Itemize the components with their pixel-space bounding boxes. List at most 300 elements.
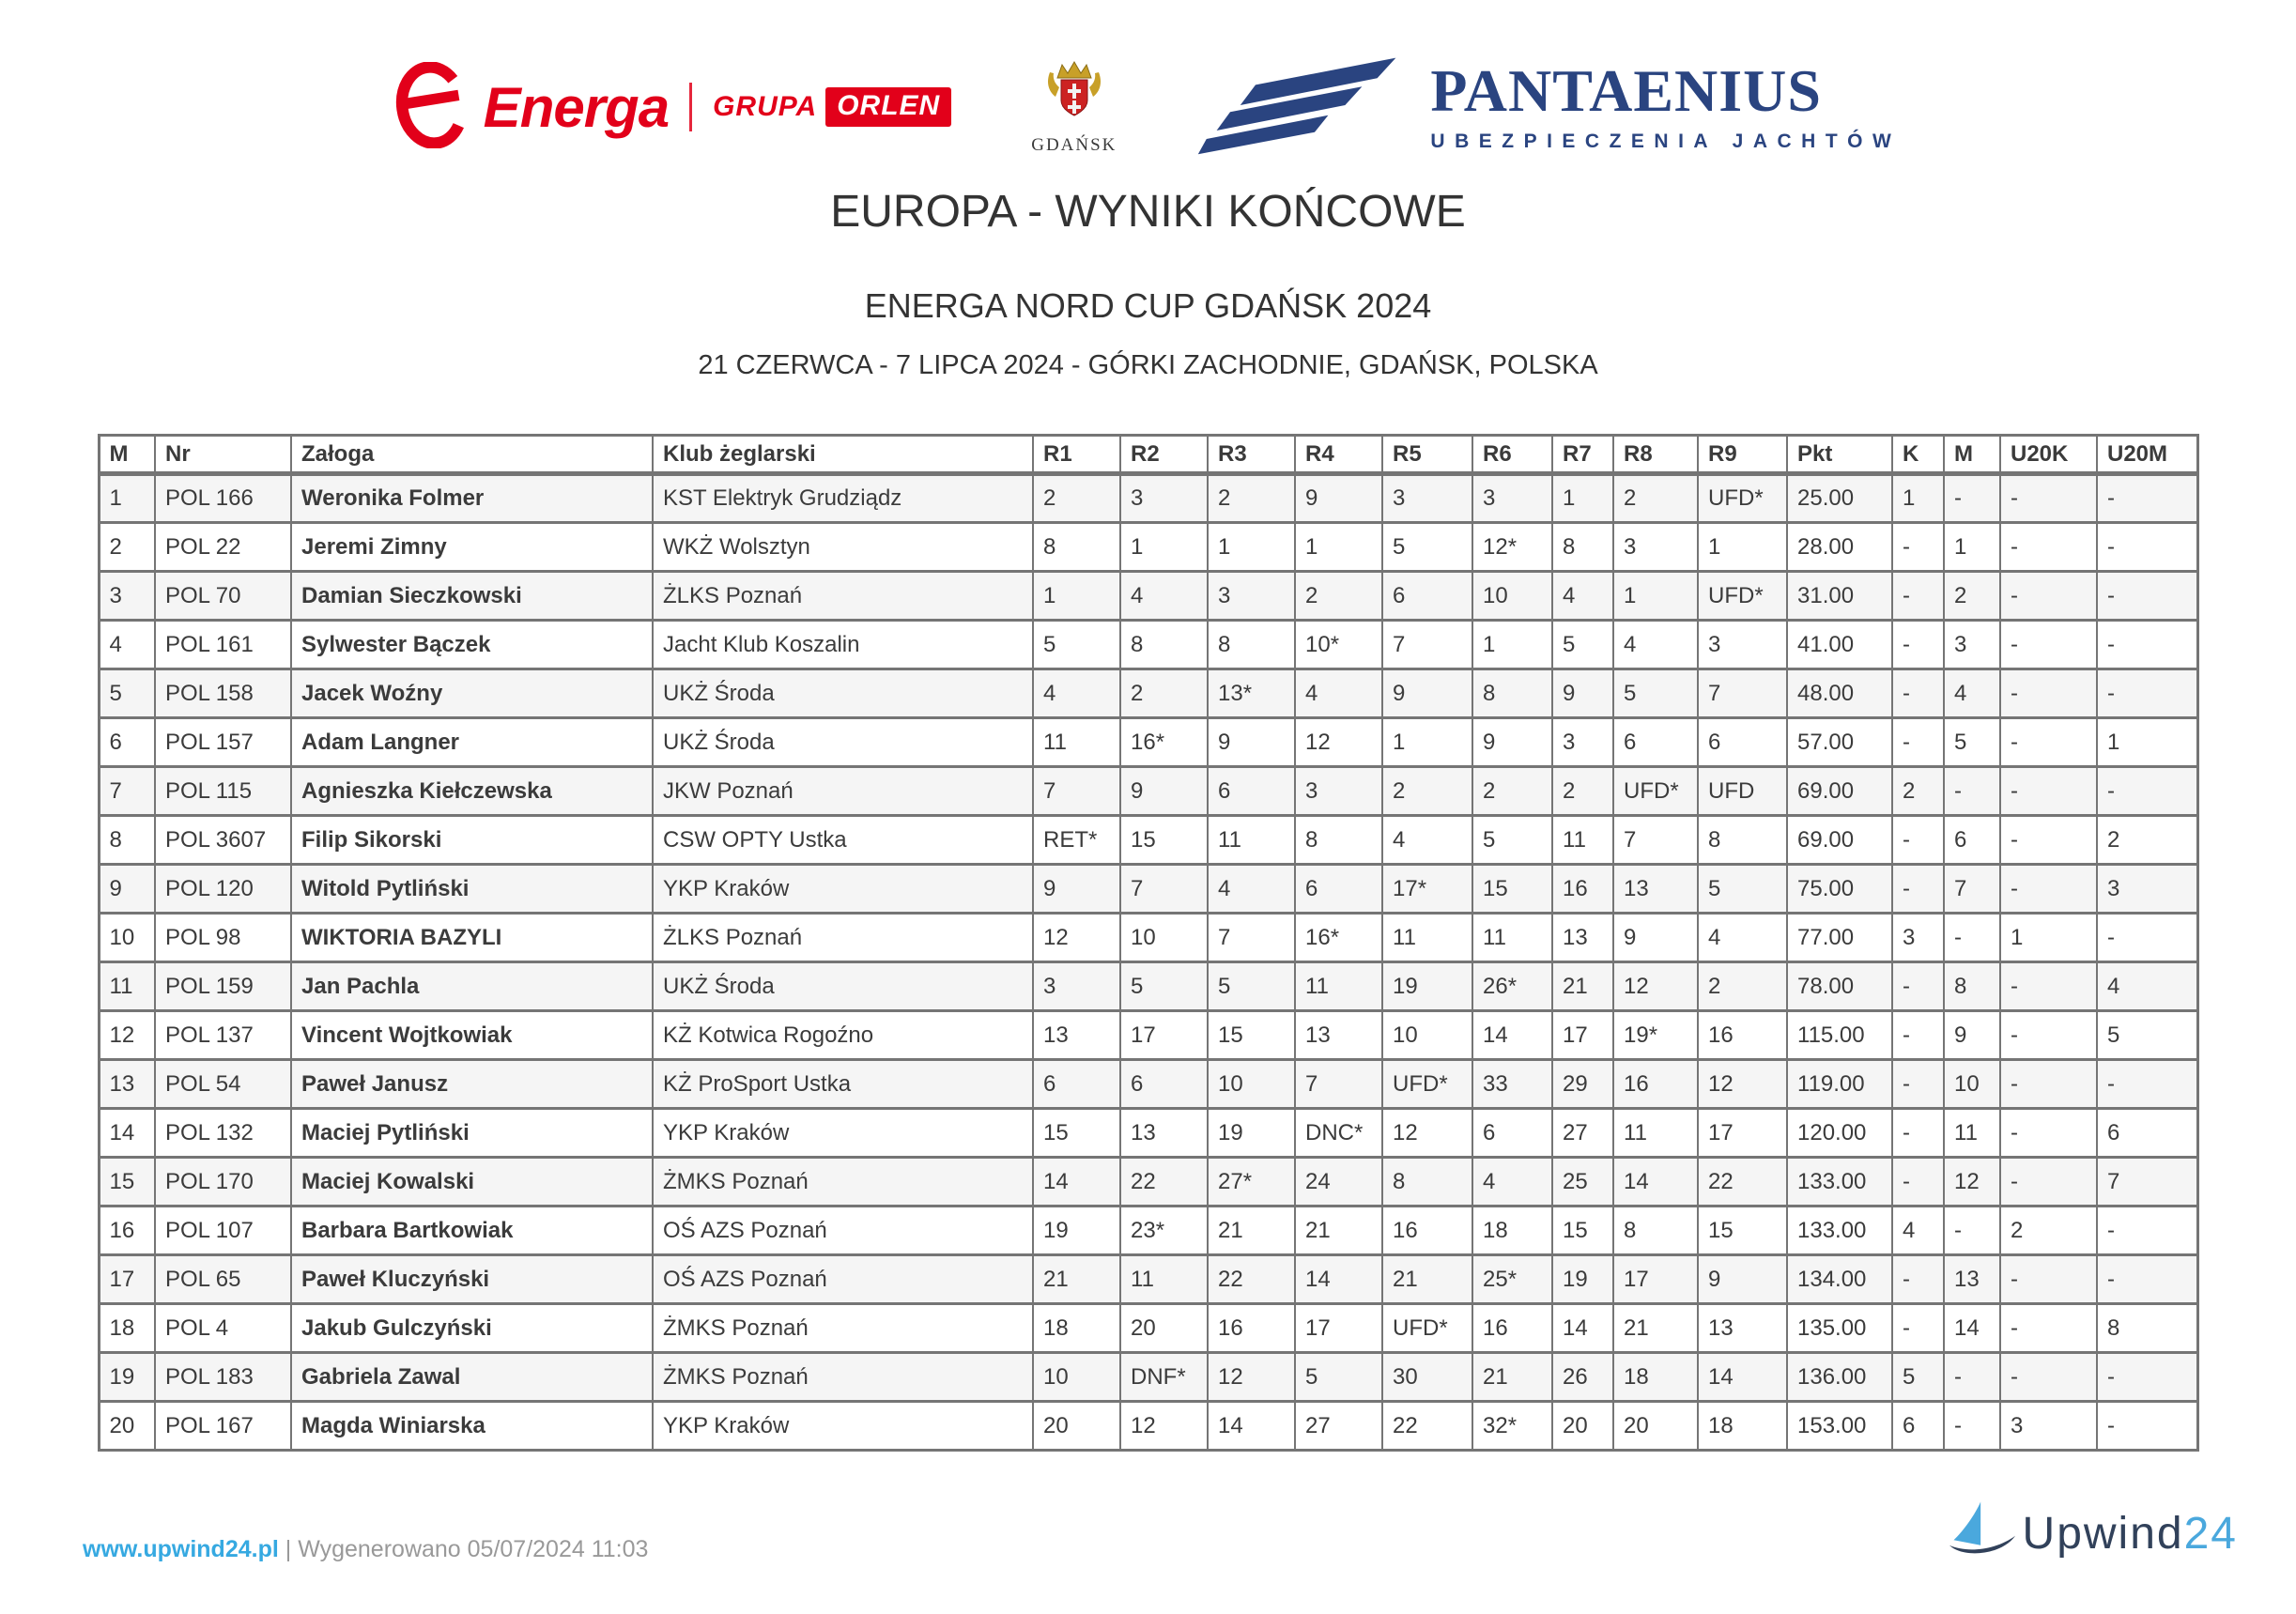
table-cell: 4 <box>1120 572 1208 621</box>
table-cell: 22 <box>1382 1402 1472 1451</box>
table-row <box>99 1255 2197 1304</box>
energa-wordmark: Energa <box>483 75 670 139</box>
table-cell: 7 <box>1382 621 1472 669</box>
table-cell: 22 <box>1698 1158 1787 1207</box>
table-row <box>99 621 2197 669</box>
pantaenius-logo <box>1196 54 1901 161</box>
table-cell: 9 <box>1120 767 1208 816</box>
table-cell: 7 <box>1208 914 1295 962</box>
table-cell: 15 <box>1208 1011 1295 1060</box>
table-cell: Damian Sieczkowski <box>291 572 653 621</box>
table-cell: 15 <box>1120 816 1208 865</box>
table-cell: 4 <box>99 621 155 669</box>
table-cell: 9 <box>1613 914 1698 962</box>
table-cell: 8 <box>99 816 155 865</box>
gdansk-crest-icon <box>1044 59 1104 131</box>
table-cell: 18 <box>1698 1402 1787 1451</box>
table-cell: POL 158 <box>155 669 291 718</box>
table-row <box>99 767 2197 816</box>
table-cell: 4 <box>1552 572 1613 621</box>
table-cell: UFD* <box>1698 572 1787 621</box>
table-cell: 14 <box>1472 1011 1552 1060</box>
grupa-label: GRUPA <box>713 91 818 122</box>
pantaenius-tagline: UBEZPIECZENIA JACHTÓW <box>1430 131 1902 152</box>
table-cell: 7 <box>99 767 155 816</box>
table-cell: 11 <box>99 962 155 1011</box>
table-cell: - <box>2000 621 2097 669</box>
table-cell: POL 159 <box>155 962 291 1011</box>
table-cell: 5 <box>1944 718 2000 767</box>
table-cell: 5 <box>1613 669 1698 718</box>
column-header-6: R3 <box>1208 436 1295 474</box>
table-cell: 12 <box>1382 1109 1472 1158</box>
table-cell: ŻMKS Poznań <box>653 1353 1033 1402</box>
table-cell: 13 <box>1698 1304 1787 1353</box>
upwind-sail-icon <box>1948 1500 2017 1567</box>
table-cell: 26 <box>1552 1353 1613 1402</box>
table-cell: - <box>1892 1158 1944 1207</box>
table-cell: 22 <box>1208 1255 1295 1304</box>
gdansk-city-label: GDAŃSK <box>1031 134 1117 155</box>
table-cell: 10 <box>1944 1060 2000 1109</box>
table-cell: 57.00 <box>1787 718 1892 767</box>
results-table-body <box>99 474 2197 1451</box>
table-cell: 6 <box>99 718 155 767</box>
table-cell: - <box>2000 669 2097 718</box>
table-cell: 10 <box>1208 1060 1295 1109</box>
table-cell: 19* <box>1613 1011 1698 1060</box>
footer-info <box>83 1536 648 1563</box>
table-cell: 18 <box>99 1304 155 1353</box>
table-row <box>99 474 2197 523</box>
table-cell: 115.00 <box>1787 1011 1892 1060</box>
table-row <box>99 1158 2197 1207</box>
table-cell: 8 <box>1472 669 1552 718</box>
table-cell: - <box>2000 1109 2097 1158</box>
table-cell: YKP Kraków <box>653 1109 1033 1158</box>
table-cell: - <box>1892 1060 1944 1109</box>
table-cell: JKW Poznań <box>653 767 1033 816</box>
table-row <box>99 1011 2197 1060</box>
upwind-wordmark: Upwind <box>2022 1509 2184 1559</box>
energa-logo <box>395 62 952 153</box>
table-cell: 1 <box>1120 523 1208 572</box>
table-cell: 6 <box>1613 718 1698 767</box>
table-cell: 14 <box>1295 1255 1382 1304</box>
table-cell: 2 <box>1698 962 1787 1011</box>
table-cell: CSW OPTY Ustka <box>653 816 1033 865</box>
table-cell: 25 <box>1552 1158 1613 1207</box>
table-cell: - <box>1892 1304 1944 1353</box>
table-cell: 2 <box>1295 572 1382 621</box>
column-header-15: M <box>1944 436 2000 474</box>
table-cell: YKP Kraków <box>653 865 1033 914</box>
column-header-8: R5 <box>1382 436 1472 474</box>
table-cell: 19 <box>1208 1109 1295 1158</box>
column-header-14: K <box>1892 436 1944 474</box>
table-row <box>99 1060 2197 1109</box>
table-row <box>99 1402 2197 1451</box>
table-cell: - <box>2000 865 2097 914</box>
table-cell: 21 <box>1208 1207 1295 1255</box>
table-cell: 12 <box>1208 1353 1295 1402</box>
table-cell: 8 <box>1698 816 1787 865</box>
table-cell: Paweł Kluczyński <box>291 1255 653 1304</box>
table-cell: - <box>2000 1011 2097 1060</box>
table-cell: 4 <box>1613 621 1698 669</box>
table-cell: 32* <box>1472 1402 1552 1451</box>
table-cell: - <box>1892 523 1944 572</box>
energa-divider <box>689 83 692 131</box>
table-cell: OŚ AZS Poznań <box>653 1207 1033 1255</box>
table-cell: Maciej Pytliński <box>291 1109 653 1158</box>
table-cell: DNF* <box>1120 1353 1208 1402</box>
table-cell: 8 <box>1033 523 1120 572</box>
table-cell: 21 <box>1382 1255 1472 1304</box>
table-cell: 11 <box>1944 1109 2000 1158</box>
table-cell: 9 <box>1472 718 1552 767</box>
table-cell: 27* <box>1208 1158 1295 1207</box>
table-cell: 12 <box>1613 962 1698 1011</box>
table-row <box>99 1109 2197 1158</box>
table-cell: 12 <box>99 1011 155 1060</box>
event-date-location: 21 CZERWCA - 7 LIPCA 2024 - GÓRKI ZACHODNIE, GDAŃSK, POLSKA <box>698 350 1598 380</box>
table-cell: 17 <box>1120 1011 1208 1060</box>
table-cell: 13 <box>1295 1011 1382 1060</box>
table-cell: POL 70 <box>155 572 291 621</box>
column-header-3: Klub żeglarski <box>653 436 1033 474</box>
table-cell: 1 <box>1944 523 2000 572</box>
table-cell: 48.00 <box>1787 669 1892 718</box>
header-row <box>99 436 2197 474</box>
table-cell: 7 <box>1295 1060 1382 1109</box>
table-cell: POL 4 <box>155 1304 291 1353</box>
table-cell: 2 <box>1944 572 2000 621</box>
upwind-wordmark-suffix: 24 <box>2183 1509 2238 1559</box>
table-cell: 4 <box>1033 669 1120 718</box>
table-cell: 4 <box>1295 669 1382 718</box>
table-cell: UKŻ Środa <box>653 962 1033 1011</box>
table-cell: UFD* <box>1382 1060 1472 1109</box>
table-cell: 13 <box>1552 914 1613 962</box>
table-cell: 26* <box>1472 962 1552 1011</box>
table-cell: 9 <box>99 865 155 914</box>
table-cell: 2 <box>2000 1207 2097 1255</box>
table-cell: 16 <box>1472 1304 1552 1353</box>
table-cell: Jacht Klub Koszalin <box>653 621 1033 669</box>
table-cell: 10 <box>1120 914 1208 962</box>
table-cell: 22 <box>1120 1158 1208 1207</box>
table-cell: - <box>1892 718 1944 767</box>
table-cell: 1 <box>1033 572 1120 621</box>
table-cell: 6 <box>1698 718 1787 767</box>
table-cell: 30 <box>1382 1353 1472 1402</box>
upwind24-logo <box>1948 1500 2238 1567</box>
table-cell: 20 <box>1552 1402 1613 1451</box>
table-cell: 5 <box>1892 1353 1944 1402</box>
column-header-16: U20K <box>2000 436 2097 474</box>
table-cell: 1 <box>1552 474 1613 523</box>
table-cell: 1 <box>1295 523 1382 572</box>
table-cell: 8 <box>1944 962 2000 1011</box>
table-cell: UFD* <box>1613 767 1698 816</box>
table-cell: 5 <box>1552 621 1613 669</box>
column-header-17: U20M <box>2097 436 2197 474</box>
table-cell: 18 <box>1472 1207 1552 1255</box>
generated-timestamp: Wygenerowano 05/07/2024 11:03 <box>298 1536 649 1562</box>
table-cell: 31.00 <box>1787 572 1892 621</box>
table-cell: 9 <box>1698 1255 1787 1304</box>
table-cell: 3 <box>2000 1402 2097 1451</box>
table-cell: 21 <box>1613 1304 1698 1353</box>
table-cell: 2 <box>1472 767 1552 816</box>
table-cell: - <box>2000 718 2097 767</box>
table-cell: Jacek Woźny <box>291 669 653 718</box>
table-row <box>99 572 2197 621</box>
table-cell: 4 <box>1944 669 2000 718</box>
table-cell: ŻLKS Poznań <box>653 914 1033 962</box>
table-cell: 3 <box>1552 718 1613 767</box>
table-cell: 9 <box>1382 669 1472 718</box>
table-cell: ŻMKS Poznań <box>653 1158 1033 1207</box>
table-cell: 17 <box>1295 1304 1382 1353</box>
table-cell: 10 <box>1382 1011 1472 1060</box>
table-cell: Barbara Bartkowiak <box>291 1207 653 1255</box>
table-cell: 6 <box>1295 865 1382 914</box>
table-cell: 27 <box>1295 1402 1382 1451</box>
table-cell: - <box>1944 914 2000 962</box>
table-cell: 17 <box>1698 1109 1787 1158</box>
results-table-head <box>99 436 2197 474</box>
table-cell: 2 <box>1552 767 1613 816</box>
table-cell: 4 <box>1892 1207 1944 1255</box>
table-cell: 1 <box>1892 474 1944 523</box>
table-cell: 8 <box>1552 523 1613 572</box>
table-cell: - <box>2097 572 2197 621</box>
table-cell: - <box>1944 474 2000 523</box>
table-cell: 4 <box>1208 865 1295 914</box>
table-cell: - <box>2097 1255 2197 1304</box>
table-cell: 77.00 <box>1787 914 1892 962</box>
table-cell: OŚ AZS Poznań <box>653 1255 1033 1304</box>
table-cell: 14 <box>1613 1158 1698 1207</box>
table-cell: - <box>2097 1207 2197 1255</box>
table-cell: UFD* <box>1382 1304 1472 1353</box>
table-cell: - <box>2097 1402 2197 1451</box>
table-cell: 15 <box>1552 1207 1613 1255</box>
table-cell: - <box>2000 962 2097 1011</box>
table-cell: 13* <box>1208 669 1295 718</box>
table-cell: 18 <box>1613 1353 1698 1402</box>
table-cell: - <box>2000 523 2097 572</box>
table-cell: 3 <box>1613 523 1698 572</box>
table-cell: 69.00 <box>1787 767 1892 816</box>
gdansk-crest-logo <box>1031 59 1117 156</box>
table-cell: POL 167 <box>155 1402 291 1451</box>
table-cell: 10 <box>1472 572 1552 621</box>
table-cell: WKŻ Wolsztyn <box>653 523 1033 572</box>
table-cell: 17 <box>1613 1255 1698 1304</box>
table-cell: 1 <box>1208 523 1295 572</box>
table-cell: - <box>2097 669 2197 718</box>
table-cell: POL 183 <box>155 1353 291 1402</box>
table-cell: 3 <box>1033 962 1120 1011</box>
table-row <box>99 962 2197 1011</box>
table-cell: Vincent Wojtkowiak <box>291 1011 653 1060</box>
table-cell: 6 <box>1208 767 1295 816</box>
table-cell: - <box>2000 767 2097 816</box>
table-cell: 8 <box>1120 621 1208 669</box>
column-header-13: Pkt <box>1787 436 1892 474</box>
table-cell: 21 <box>1552 962 1613 1011</box>
table-cell: 13 <box>99 1060 155 1109</box>
table-cell: 11 <box>1208 816 1295 865</box>
table-cell: - <box>2000 816 2097 865</box>
table-cell: 10 <box>1033 1353 1120 1402</box>
table-cell: 136.00 <box>1787 1353 1892 1402</box>
table-cell: 1 <box>2097 718 2197 767</box>
table-cell: 133.00 <box>1787 1207 1892 1255</box>
table-cell: Paweł Janusz <box>291 1060 653 1109</box>
table-cell: 4 <box>2097 962 2197 1011</box>
table-cell: 3 <box>1208 572 1295 621</box>
table-cell: 2 <box>1033 474 1120 523</box>
table-cell: 69.00 <box>1787 816 1892 865</box>
table-row <box>99 718 2197 767</box>
table-cell: 6 <box>2097 1109 2197 1158</box>
column-header-0: M <box>99 436 155 474</box>
table-cell: 11 <box>1552 816 1613 865</box>
table-cell: 11 <box>1472 914 1552 962</box>
table-cell: - <box>1892 1255 1944 1304</box>
table-cell: 6 <box>1944 816 2000 865</box>
table-cell: - <box>2097 1060 2197 1109</box>
table-cell: 14 <box>1944 1304 2000 1353</box>
table-cell: ŻLKS Poznań <box>653 572 1033 621</box>
table-cell: Adam Langner <box>291 718 653 767</box>
table-cell: - <box>2097 523 2197 572</box>
table-cell: 16 <box>1382 1207 1472 1255</box>
table-row <box>99 914 2197 962</box>
table-cell: POL 120 <box>155 865 291 914</box>
table-cell: ŻMKS Poznań <box>653 1304 1033 1353</box>
table-cell: 3 <box>1382 474 1472 523</box>
table-cell: UKŻ Środa <box>653 718 1033 767</box>
table-cell: 133.00 <box>1787 1158 1892 1207</box>
pantaenius-sail-icon <box>1196 54 1408 161</box>
table-cell: 78.00 <box>1787 962 1892 1011</box>
column-header-4: R1 <box>1033 436 1120 474</box>
column-header-2: Załoga <box>291 436 653 474</box>
table-cell: 12 <box>1944 1158 2000 1207</box>
table-cell: 19 <box>1382 962 1472 1011</box>
table-cell: 1 <box>1472 621 1552 669</box>
table-cell: 5 <box>1472 816 1552 865</box>
table-cell: Jakub Gulczyński <box>291 1304 653 1353</box>
table-row <box>99 1353 2197 1402</box>
table-cell: 7 <box>1120 865 1208 914</box>
table-cell: 17 <box>99 1255 155 1304</box>
table-cell: - <box>1892 962 1944 1011</box>
table-cell: 5 <box>99 669 155 718</box>
table-cell: 21 <box>1295 1207 1382 1255</box>
table-cell: 1 <box>1698 523 1787 572</box>
table-cell: 7 <box>1698 669 1787 718</box>
table-cell: 1 <box>2000 914 2097 962</box>
table-cell: POL 161 <box>155 621 291 669</box>
table-cell: UFD* <box>1698 474 1787 523</box>
table-cell: YKP Kraków <box>653 1402 1033 1451</box>
table-cell: RET* <box>1033 816 1120 865</box>
table-cell: 3 <box>2097 865 2197 914</box>
table-cell: - <box>1892 669 1944 718</box>
column-header-5: R2 <box>1120 436 1208 474</box>
table-cell: 6 <box>1033 1060 1120 1109</box>
table-cell: 16 <box>1698 1011 1787 1060</box>
table-cell: 8 <box>2097 1304 2197 1353</box>
sponsor-logo-row <box>0 0 2296 169</box>
table-cell: Jan Pachla <box>291 962 653 1011</box>
footer-separator: | <box>285 1536 292 1562</box>
table-cell: UFD <box>1698 767 1787 816</box>
table-cell: 9 <box>1033 865 1120 914</box>
table-cell: 11 <box>1382 914 1472 962</box>
column-header-9: R6 <box>1472 436 1552 474</box>
column-header-1: Nr <box>155 436 291 474</box>
table-cell: 6 <box>1120 1060 1208 1109</box>
table-cell: 16* <box>1295 914 1382 962</box>
column-header-10: R7 <box>1552 436 1613 474</box>
table-cell: - <box>2097 474 2197 523</box>
table-cell: KŻ Kotwica Rogoźno <box>653 1011 1033 1060</box>
table-cell: 5 <box>1033 621 1120 669</box>
table-cell: - <box>1892 572 1944 621</box>
table-cell: 11 <box>1295 962 1382 1011</box>
table-cell: - <box>2097 1353 2197 1402</box>
table-cell: 18 <box>1033 1304 1120 1353</box>
table-cell: - <box>2000 1304 2097 1353</box>
table-cell: POL 170 <box>155 1158 291 1207</box>
table-cell: 3 <box>1295 767 1382 816</box>
table-cell: 5 <box>1698 865 1787 914</box>
table-row <box>99 523 2197 572</box>
table-cell: 2 <box>1382 767 1472 816</box>
orlen-badge: ORLEN <box>825 87 951 127</box>
table-cell: 8 <box>1208 621 1295 669</box>
table-row <box>99 1304 2197 1353</box>
table-cell: 7 <box>1033 767 1120 816</box>
table-cell: 41.00 <box>1787 621 1892 669</box>
table-cell: 153.00 <box>1787 1402 1892 1451</box>
table-cell: - <box>2000 1158 2097 1207</box>
table-cell: 1 <box>1382 718 1472 767</box>
table-cell: 3 <box>1472 474 1552 523</box>
table-cell: KST Elektryk Grudziądz <box>653 474 1033 523</box>
table-cell: Filip Sikorski <box>291 816 653 865</box>
table-cell: 15 <box>1033 1109 1120 1158</box>
table-cell: 12 <box>1698 1060 1787 1109</box>
table-cell: 15 <box>1472 865 1552 914</box>
table-cell: POL 54 <box>155 1060 291 1109</box>
column-header-11: R8 <box>1613 436 1698 474</box>
table-cell: KŻ ProSport Ustka <box>653 1060 1033 1109</box>
table-cell: POL 98 <box>155 914 291 962</box>
table-cell: 27 <box>1552 1109 1613 1158</box>
upwind-website-link[interactable]: www.upwind24.pl <box>83 1536 279 1562</box>
table-cell: 14 <box>99 1109 155 1158</box>
table-cell: POL 166 <box>155 474 291 523</box>
table-cell: 15 <box>99 1158 155 1207</box>
